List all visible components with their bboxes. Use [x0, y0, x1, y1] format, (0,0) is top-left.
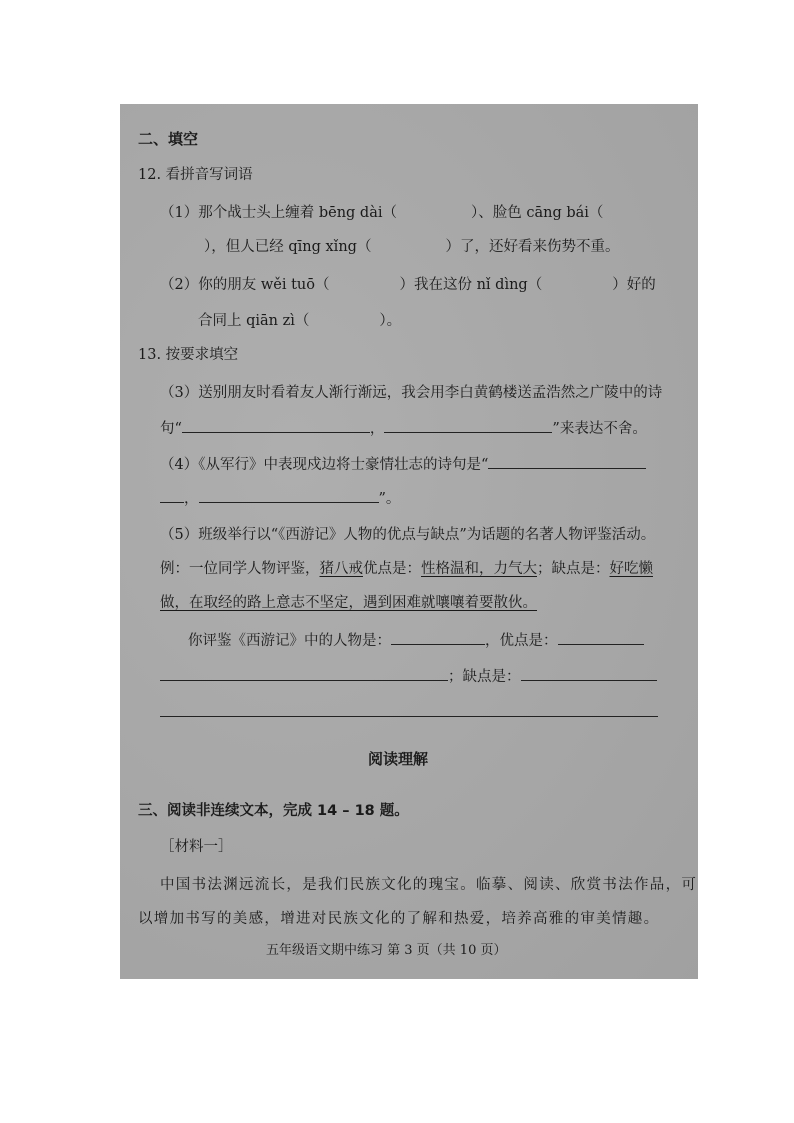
answer-line-poem-2[interactable]	[384, 418, 552, 433]
scanned-page	[120, 104, 698, 979]
answer-line-character[interactable]	[391, 630, 485, 645]
reading-comprehension-heading: 阅读理解	[368, 750, 429, 768]
q12-p2-text-d: 合同上 qiān zì（	[198, 313, 310, 329]
q13-p3-text-a: 句“	[160, 421, 182, 437]
answer-line-fault-1[interactable]	[521, 666, 657, 681]
answer-line-fault-2[interactable]	[160, 716, 658, 717]
example-fault-label: ；缺点是：	[537, 561, 610, 577]
answer-line-poem-1[interactable]	[182, 418, 370, 433]
example-line2	[160, 594, 537, 612]
answer-line-congjunxing-1[interactable]	[488, 454, 646, 469]
your-review-line2	[160, 666, 657, 686]
q13-p5-line1: （5）班级举行以“《西游记》人物的优点与缺点”为话题的名著人物评鉴活动。	[160, 527, 656, 543]
example-fault-part1: 好吃懒	[609, 561, 653, 577]
example-merit-label: 优点是：	[363, 561, 421, 577]
q12-p1-text-a: （1）那个战士头上缠着 bēng dài（	[160, 205, 397, 221]
question-12-title: 12. 看拼音写词语	[138, 167, 253, 183]
q12-p1-line1	[160, 204, 603, 222]
example-line1	[160, 560, 653, 578]
q13-p4-line1	[160, 454, 646, 474]
your-review-line1	[188, 630, 644, 650]
your-character-label: 你评鉴《西游记》中的人物是：	[188, 633, 391, 649]
section-heading-fill-blank: 二、填空	[138, 130, 199, 148]
q13-p4-text-b: ，	[184, 491, 199, 507]
answer-line-congjunxing-2[interactable]	[160, 488, 184, 503]
example-prefix: 例：一位同学人物评鉴，	[160, 561, 320, 577]
question-13-title: 13. 按要求填空	[138, 347, 239, 363]
q12-p1-text-c: ），但人已经 qīng xǐng（	[204, 239, 372, 255]
your-merit-label: ，优点是：	[485, 633, 558, 649]
example-character-name: 猪八戒	[319, 561, 363, 577]
q13-p3-text-c: ”来表达不舍。	[552, 421, 647, 437]
q13-p3-text-b: ，	[369, 421, 385, 437]
q13-p3-line1: （3）送别朋友时看着友人渐行渐远，我会用李白黄鹤楼送孟浩然之广陵中的诗	[160, 385, 663, 401]
q12-p2-text-e: ）。	[379, 313, 402, 329]
q12-p1-text-b: ）、脸色 cāng bái（	[471, 205, 604, 221]
q13-p3-line2	[160, 418, 647, 438]
q12-p2-text-a: （2）你的朋友 wěi tuō（	[160, 277, 330, 293]
your-fault-label: ；缺点是：	[448, 669, 521, 685]
q13-p4-line2	[160, 488, 400, 508]
answer-line-merit-1[interactable]	[558, 630, 644, 645]
q12-p1-line2	[204, 238, 619, 256]
q13-p4-text-a: （4）《从军行》中表现戍边将士豪情壮志的诗句是“	[160, 457, 489, 473]
example-merit: 性格温和，力气大	[421, 561, 537, 577]
q12-p2-text-c: ）好的	[612, 277, 656, 293]
q12-p2-text-b: ）我在这份 nǐ dìng（	[399, 277, 543, 293]
material-paragraph-line1: 中国书法渊远流长，是我们民族文化的瑰宝。临摹、阅读、欣赏书法作品，可	[160, 877, 698, 893]
q12-p2-line2	[198, 312, 401, 330]
material-paragraph-line2: 以增加书写的美感，增进对民族文化的了解和热爱，培养高雅的审美情趣。	[138, 911, 660, 927]
section-3-heading: 三、阅读非连续文本，完成 14 – 18 题。	[138, 803, 409, 819]
q12-p1-text-d: ）了，还好看来伤势不重。	[445, 239, 620, 255]
q13-p4-text-c: ”。	[378, 491, 401, 507]
answer-line-merit-2[interactable]	[160, 666, 448, 681]
q12-p2-line1	[160, 276, 656, 294]
example-fault-part2: 做，在取经的路上意志不坚定，遇到困难就嚷嚷着要散伙。	[160, 595, 537, 611]
answer-line-congjunxing-3[interactable]	[199, 488, 379, 503]
material-one-label: ［材料一］	[160, 839, 233, 855]
page-footer: 五年级语文期中练习 第 3 页（共 10 页）	[266, 943, 507, 958]
